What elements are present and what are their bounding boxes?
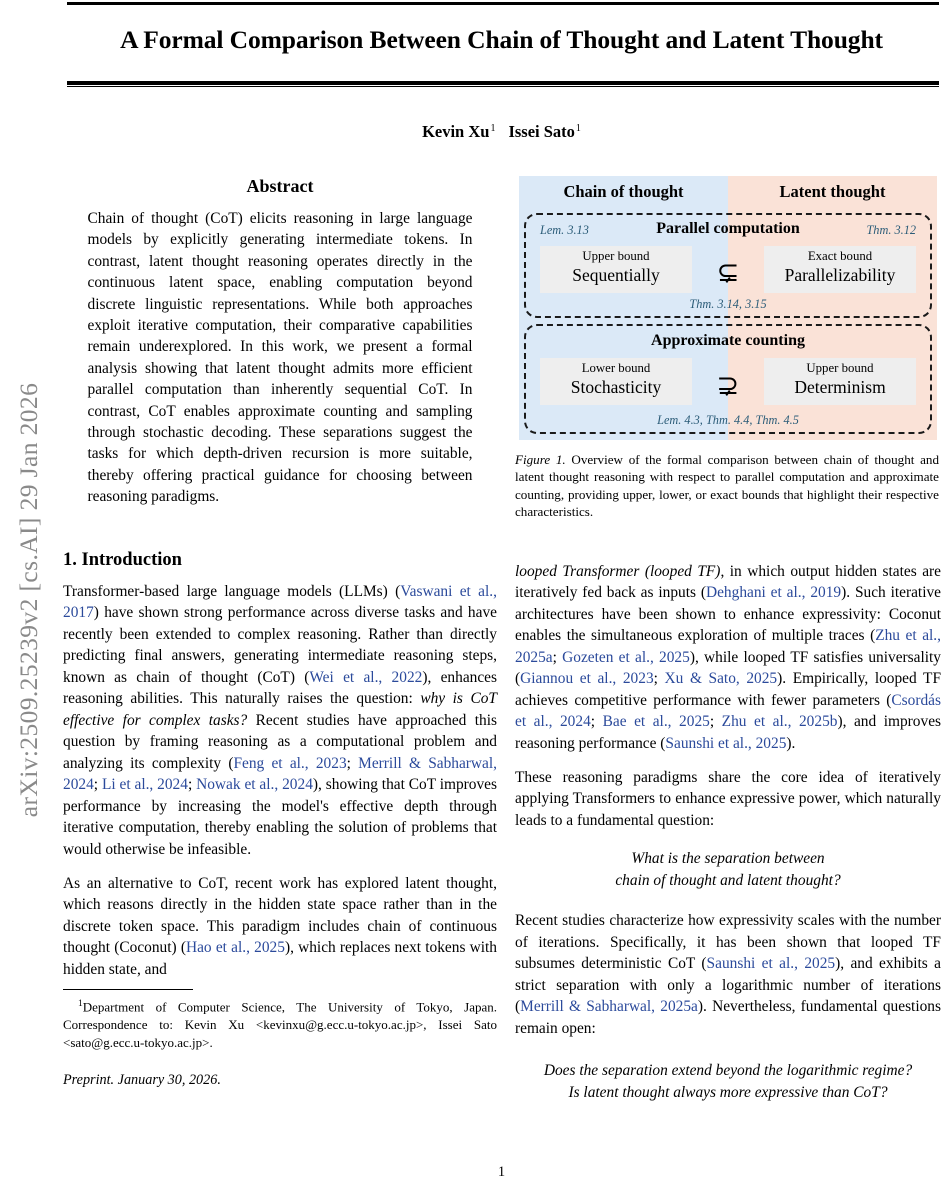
page-title: A Formal Comparison Between Chain of Thought and Latent Thought: [120, 25, 883, 54]
text-run: ;: [590, 713, 603, 731]
citation-link[interactable]: Merrill & Sabharwal, 2024: [63, 754, 498, 794]
header-rule-top: [67, 2, 939, 5]
text-run: ;: [346, 754, 359, 772]
research-question-1-line-1: What is the separation between: [631, 850, 825, 868]
text-run: ). Nevertheless, fundamental questions remain open:: [515, 998, 941, 1037]
bound-box-right: [764, 358, 916, 405]
citation-link[interactable]: Merrill & Sabharwal, 2025a: [520, 998, 698, 1016]
citation-link[interactable]: Li et al., 2024: [101, 776, 188, 794]
text-run: ) have shown strong performance across diverse tasks and have recently been extended to complex reasoning. Rather than directly predicting final answers, generating intermediate reasoning steps, known as chain of thought (CoT) (: [63, 604, 497, 686]
text-run: , in which output hidden states are iteratively fed back as inputs (: [515, 562, 941, 602]
intro-paragraph-2: [63, 873, 497, 981]
bound-value: Parallelizability: [784, 265, 896, 285]
intro-paragraph-3: [515, 561, 941, 755]
citation-link[interactable]: Feng et al., 2023: [233, 754, 347, 772]
figure-panel-parallel-computation: [524, 213, 932, 318]
arxiv-stamp: [0, 0, 58, 1200]
bound-value: Determinism: [794, 377, 886, 397]
citation-link[interactable]: Zhu et al., 2025b: [721, 713, 838, 731]
citation-link[interactable]: Wei et al., 2022: [309, 668, 423, 686]
citation-link[interactable]: Zhu et al., 2025a: [515, 627, 941, 666]
intro-paragraph-1: [63, 581, 497, 861]
header-rule-thick: [67, 81, 939, 85]
citation-link[interactable]: Giannou et al., 2023: [520, 670, 654, 688]
bound-label: Upper bound: [582, 249, 650, 263]
text-run: Transformer-based large language models (LLMs) (: [63, 582, 401, 600]
citation-link[interactable]: Nowak et al., 2024: [196, 776, 313, 794]
text-run: ), and improves reasoning performance (: [515, 713, 941, 752]
author-name-1: Kevin Xu: [422, 122, 490, 141]
author-name-2: Issei Sato: [508, 122, 575, 141]
bound-label: Exact bound: [807, 249, 873, 263]
bound-box-right: [764, 246, 916, 293]
research-question-2: [515, 1060, 941, 1103]
section-heading-introduction: 1. Introduction: [63, 549, 182, 570]
footnote-text: Department of Computer Science, The University of Tokyo, Japan. Correspondence to: Kevin Xu <kevinxu@g.ecc.u-tokyo.ac.jp>, Issei Sato <sato@g.ecc.u-tokyo.ac.jp>.: [63, 999, 497, 1050]
text-run: ;: [93, 776, 102, 794]
emphasis-run: why is CoT effective for complex tasks?: [63, 690, 497, 729]
text-run: ), showing that CoT improves performance by increasing the model's effective depth through iterative computation, thereby enabling the solution of problems that would otherwise be infeasible.: [63, 776, 498, 858]
intro-paragraph-5: [515, 910, 941, 1039]
panel-reference-bottom: Thm. 3.14, 3.15: [689, 297, 767, 311]
text-run: Recent studies have approached this question by framing reasoning as a computational problem and analyzing its complexity (: [63, 711, 498, 772]
text-run: ), enhances reasoning abilities. This naturally raises the question:: [63, 668, 498, 708]
figure-column-title-chain-of-thought: Chain of thought: [563, 182, 684, 201]
research-question-1: [515, 848, 941, 891]
text-run: ).: [786, 734, 796, 752]
author-affiliation-mark-2: 1: [575, 122, 581, 134]
figure-column-title-latent-thought: Latent thought: [779, 182, 886, 201]
text-run: ). Such iterative architectures have been shown to enhance expressivity: Coconut enables the simultaneous exploration of multiple traces (: [515, 584, 941, 645]
panel-title: Parallel computation: [656, 220, 800, 237]
bound-label: Lower bound: [581, 361, 651, 375]
footnote: [63, 996, 497, 1051]
citation-link[interactable]: Gozeten et al., 2025: [562, 648, 690, 666]
citation-link[interactable]: Bae et al., 2025: [602, 713, 710, 731]
footnote-mark: 1: [78, 999, 83, 1010]
citation-link[interactable]: Csordás et al., 2024: [515, 691, 941, 731]
preprint-notice: Preprint. January 30, 2026.: [63, 1072, 221, 1089]
figure-caption: [515, 451, 939, 521]
arxiv-stamp-text: arXiv:2509.25239v2 [cs.AI] 29 Jan 2026: [14, 382, 43, 818]
text-run: ;: [552, 648, 563, 666]
research-question-2-line-1: Does the separation extend beyond the logarithmic regime?: [543, 1062, 913, 1080]
text-run: ), which replaces next tokens with hidden state, and: [63, 939, 498, 978]
bound-label: Upper bound: [806, 361, 874, 375]
figure-panel-approximate-counting: [524, 324, 932, 434]
citation-link[interactable]: Hao et al., 2025: [185, 939, 285, 957]
intro-paragraph-4: These reasoning paradigms share the core idea of iteratively applying Transformers to enhance expressive power, which naturally leads to a fundamental question:: [515, 768, 941, 829]
figure-1: [515, 176, 939, 521]
panel-reference-right: Thm. 3.12: [866, 223, 916, 237]
left-column: [63, 176, 497, 1089]
panel-reference-bottom: Lem. 4.3, Thm. 4.4, Thm. 4.5: [657, 413, 799, 427]
panel-title: Approximate counting: [651, 332, 805, 349]
figure-caption-text: Overview of the formal comparison between chain of thought and latent thought reasoning with respect to parallel computation and approximate counting, providing upper, lower, or exact bounds that highlight their respective characteristics.: [515, 452, 939, 520]
panel-reference-left: Lem. 3.13: [540, 223, 589, 237]
text-run: ;: [709, 713, 722, 731]
author-affiliation-mark-1: 1: [490, 122, 496, 134]
text-run: ;: [653, 670, 665, 688]
citation-link[interactable]: Vaswani et al., 2017: [63, 582, 497, 622]
citation-link[interactable]: Saunshi et al., 2025: [665, 734, 787, 752]
figure-diagram: [519, 176, 937, 440]
research-question-1-line-2: chain of thought and latent thought?: [615, 871, 841, 889]
text-run: ;: [187, 776, 197, 794]
text-run: ), while looped TF satisfies universality (: [515, 648, 941, 688]
research-question-2-line-2: Is latent thought always more expressive than CoT?: [568, 1083, 888, 1101]
relation-symbol-subset: ⊊: [716, 257, 740, 288]
page-number: 1: [497, 1164, 506, 1180]
paper-page: [62, 0, 941, 1200]
bound-value: Stochasticity: [570, 377, 662, 397]
relation-symbol-superset: ⊋: [716, 370, 740, 401]
abstract-body: Chain of thought (CoT) elicits reasoning in large language models by explicitly generating intermediate tokens. In contrast, latent thought reasoning operates directly in the continuous latent space, enabling computation beyond discrete linguistic representations. While both approaches exploit iterative computation, their comparative capabilities remain underexplored. In this work, we present a formal analysis showing that latent thought admits more efficient parallel computation than inherently sequential CoT. In contrast, CoT enables approximate counting and sampling through stochastic decoding. These separations suggest the tasks for which depth-driven recursion is more suitable, thereby offering practical guidance for choosing between reasoning paradigms.: [87, 210, 473, 506]
text-run: ), and exhibits a strict separation with only a logarithmic number of iterations (: [515, 955, 941, 1016]
abstract-heading: Abstract: [246, 176, 314, 196]
footnote-separator: [63, 989, 193, 990]
emphasis-run: looped Transformer (looped TF): [515, 562, 721, 580]
right-column: [515, 176, 941, 1103]
citation-link[interactable]: Dehghani et al., 2019: [705, 584, 842, 602]
citation-link[interactable]: Saunshi et al., 2025: [706, 955, 836, 973]
citation-link[interactable]: Xu & Sato, 2025: [664, 670, 778, 688]
text-run: Recent studies characterize how expressivity scales with the number of iterations. Specifically, it has been shown that looped TF subsumes deterministic CoT (: [515, 912, 941, 973]
header-rule-thin: [67, 86, 939, 87]
text-run: ). Empirically, looped TF achieves competitive performance with fewer parameters (: [515, 670, 941, 709]
figure-caption-label: Figure 1.: [515, 452, 566, 467]
author-list: [62, 122, 941, 142]
bound-value: Sequentially: [572, 265, 660, 285]
text-run: As an alternative to CoT, recent work has explored latent thought, which reasons directly in the hidden state space rather than in the discrete token space. This paradigm includes chain of continuous thought (Coconut) (: [63, 874, 497, 957]
